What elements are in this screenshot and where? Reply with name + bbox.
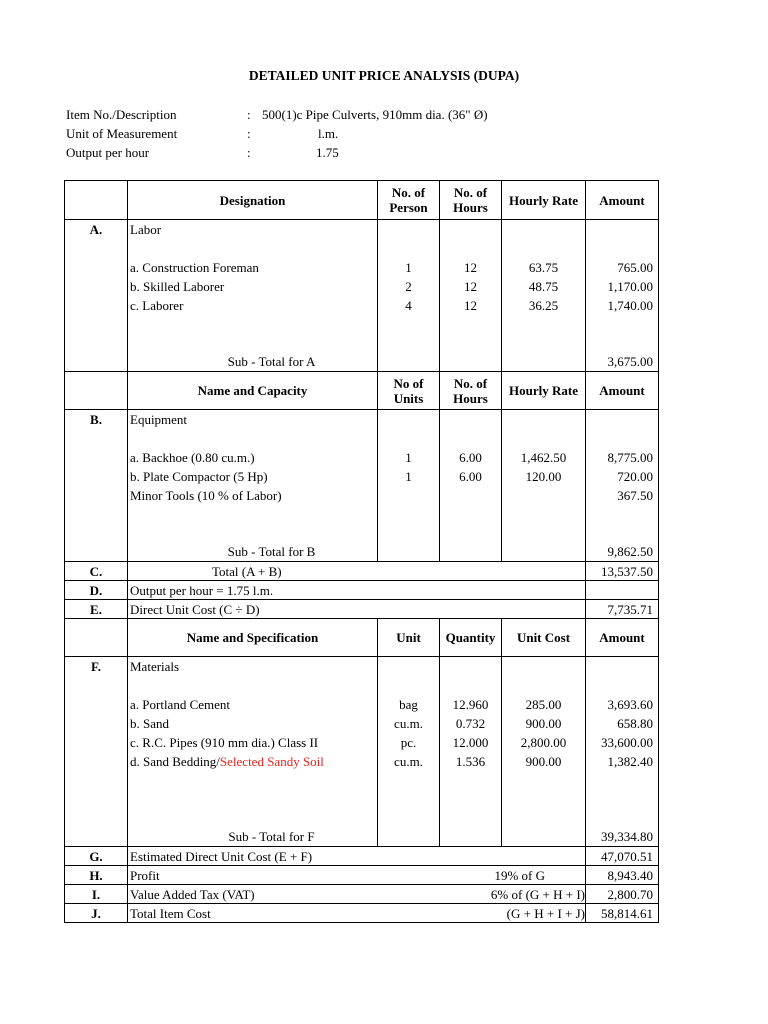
row-letter: D. — [65, 581, 128, 600]
col-rate: Hourly Rate — [502, 181, 586, 220]
material-cost: 2,800.00 — [502, 733, 586, 752]
row-note: 6% of (G + H + I) — [440, 885, 586, 904]
row-amount: 58,814.61 — [586, 904, 659, 923]
letter-cell — [65, 181, 128, 220]
col-designation: Designation — [128, 181, 378, 220]
materials-subtotal-row — [65, 828, 659, 847]
materials-title-row — [65, 657, 659, 676]
material-quantity: 12.960 — [440, 695, 502, 714]
row-note: 19% of G — [440, 866, 586, 885]
material-unit: bag — [378, 695, 440, 714]
materials-header-row — [65, 619, 659, 657]
material-amount: 3,693.60 — [586, 695, 659, 714]
col-amount: Amount — [586, 619, 659, 657]
total-d-row — [65, 581, 659, 600]
labor-rate: 48.75 — [502, 277, 586, 296]
labor-hours: 12 — [440, 277, 502, 296]
table-row — [65, 277, 659, 296]
summary-h-row — [65, 866, 659, 885]
equipment-name: Minor Tools (10 % of Labor) — [128, 486, 378, 505]
equipment-amount: 8,775.00 — [586, 448, 659, 467]
total-e-row — [65, 600, 659, 619]
row-label: Total (A + B) — [128, 562, 586, 581]
equipment-header-row — [65, 372, 659, 410]
material-quantity: 12.000 — [440, 733, 502, 752]
col-unit-cost: Unit Cost — [502, 619, 586, 657]
equipment-title-row — [65, 410, 659, 429]
row-letter: I. — [65, 885, 128, 904]
subtotal-label: Sub - Total for A — [128, 353, 378, 372]
labor-name: c. Laborer — [128, 296, 378, 315]
col-hours: No. of Hours — [440, 181, 502, 220]
col-persons: No. of Person — [378, 181, 440, 220]
page-title: DETAILED UNIT PRICE ANALYSIS (DUPA) — [248, 68, 520, 83]
equipment-amount: 720.00 — [586, 467, 659, 486]
labor-rate: 63.75 — [502, 258, 586, 277]
equipment-rate: 1,462.50 — [502, 448, 586, 467]
item-colon: : — [247, 107, 251, 122]
item-value: 500(1)c Pipe Culverts, 910mm dia. (36" Ø) — [262, 107, 488, 122]
unit-value: l.m. — [318, 126, 339, 141]
col-units: No of Units — [378, 372, 440, 410]
labor-title-row — [65, 220, 659, 239]
col-name-spec: Name and Specification — [128, 619, 378, 657]
row-label: Estimated Direct Unit Cost (E + F) — [128, 847, 440, 866]
table-row — [65, 258, 659, 277]
equipment-hours: 6.00 — [440, 467, 502, 486]
col-amount: Amount — [586, 181, 659, 220]
row-label: Profit — [128, 866, 440, 885]
labor-hours: 12 — [440, 258, 502, 277]
material-cost: 900.00 — [502, 714, 586, 733]
material-amount: 658.80 — [586, 714, 659, 733]
row-label: Value Added Tax (VAT) — [128, 885, 440, 904]
section-title: Labor — [128, 220, 378, 239]
subtotal-amount: 3,675.00 — [586, 353, 659, 372]
material-quantity: 1.536 — [440, 752, 502, 771]
row-note — [440, 847, 586, 866]
labor-header-row — [65, 181, 659, 220]
equipment-name: a. Backhoe (0.80 cu.m.) — [128, 448, 378, 467]
unit-label: Unit of Measurement — [66, 126, 178, 141]
row-amount: 2,800.70 — [586, 885, 659, 904]
material-unit: pc. — [378, 733, 440, 752]
material-cost: 285.00 — [502, 695, 586, 714]
equipment-subtotal-row — [65, 543, 659, 562]
material-cost: 900.00 — [502, 752, 586, 771]
row-letter: G. — [65, 847, 128, 866]
table-row — [65, 714, 659, 733]
table-row — [65, 752, 659, 771]
col-quantity: Quantity — [440, 619, 502, 657]
row-amount: 47,070.51 — [586, 847, 659, 866]
material-name: c. R.C. Pipes (910 mm dia.) Class II — [128, 733, 378, 752]
dupa-table — [64, 180, 659, 923]
summary-i-row — [65, 885, 659, 904]
total-c-row — [65, 562, 659, 581]
row-label: Direct Unit Cost (C ÷ D) — [128, 600, 586, 619]
row-note: (G + H + I + J) — [440, 904, 586, 923]
material-unit: cu.m. — [378, 714, 440, 733]
table-row — [65, 733, 659, 752]
subtotal-label: Sub - Total for F — [128, 828, 378, 847]
labor-subtotal-row — [65, 353, 659, 372]
section-title: Materials — [128, 657, 378, 676]
labor-name: b. Skilled Laborer — [128, 277, 378, 296]
section-letter: B. — [65, 410, 128, 429]
equipment-rate — [502, 486, 586, 505]
item-label: Item No./Description — [66, 107, 177, 122]
col-unit: Unit — [378, 619, 440, 657]
equipment-units — [378, 486, 440, 505]
row-letter: E. — [65, 600, 128, 619]
output-label: Output per hour — [66, 145, 150, 160]
row-label: Output per hour = 1.75 l.m. — [128, 581, 586, 600]
table-row — [65, 486, 659, 505]
row-amount: 7,735.71 — [586, 600, 659, 619]
row-letter: H. — [65, 866, 128, 885]
section-letter: A. — [65, 220, 128, 239]
labor-persons: 4 — [378, 296, 440, 315]
row-letter: C. — [65, 562, 128, 581]
col-amount: Amount — [586, 372, 659, 410]
labor-hours: 12 — [440, 296, 502, 315]
equipment-amount: 367.50 — [586, 486, 659, 505]
row-letter: J. — [65, 904, 128, 923]
col-name-capacity: Name and Capacity — [128, 372, 378, 410]
material-name-highlight: Selected Sandy Soil — [219, 753, 324, 769]
output-value: 1.75 — [316, 145, 339, 160]
subtotal-amount: 9,862.50 — [586, 543, 659, 562]
labor-persons: 2 — [378, 277, 440, 296]
material-name: a. Portland Cement — [128, 695, 378, 714]
material-amount: 33,600.00 — [586, 733, 659, 752]
col-hours: No. of Hours — [440, 372, 502, 410]
labor-amount: 1,170.00 — [586, 277, 659, 296]
equipment-hours — [440, 486, 502, 505]
material-name-cell — [128, 752, 378, 771]
summary-g-row — [65, 847, 659, 866]
material-name: b. Sand — [128, 714, 378, 733]
output-colon: : — [247, 145, 251, 160]
unit-colon: : — [247, 126, 251, 141]
section-letter: F. — [65, 657, 128, 676]
labor-name: a. Construction Foreman — [128, 258, 378, 277]
material-unit: cu.m. — [378, 752, 440, 771]
section-title: Equipment — [128, 410, 378, 429]
table-row — [65, 448, 659, 467]
row-amount: 13,537.50 — [586, 562, 659, 581]
table-row — [65, 467, 659, 486]
equipment-name: b. Plate Compactor (5 Hp) — [128, 467, 378, 486]
row-label: Total Item Cost — [128, 904, 440, 923]
subtotal-label: Sub - Total for B — [128, 543, 378, 562]
row-amount: 8,943.40 — [586, 866, 659, 885]
col-rate: Hourly Rate — [502, 372, 586, 410]
table-row — [65, 296, 659, 315]
labor-rate: 36.25 — [502, 296, 586, 315]
equipment-units: 1 — [378, 467, 440, 486]
equipment-rate: 120.00 — [502, 467, 586, 486]
subtotal-amount: 39,334.80 — [586, 828, 659, 847]
summary-j-row — [65, 904, 659, 923]
labor-amount: 765.00 — [586, 258, 659, 277]
labor-persons: 1 — [378, 258, 440, 277]
material-name: d. Sand Bedding/ — [130, 753, 220, 769]
table-row — [65, 695, 659, 714]
material-amount: 1,382.40 — [586, 752, 659, 771]
material-quantity: 0.732 — [440, 714, 502, 733]
equipment-hours: 6.00 — [440, 448, 502, 467]
labor-amount: 1,740.00 — [586, 296, 659, 315]
equipment-units: 1 — [378, 448, 440, 467]
